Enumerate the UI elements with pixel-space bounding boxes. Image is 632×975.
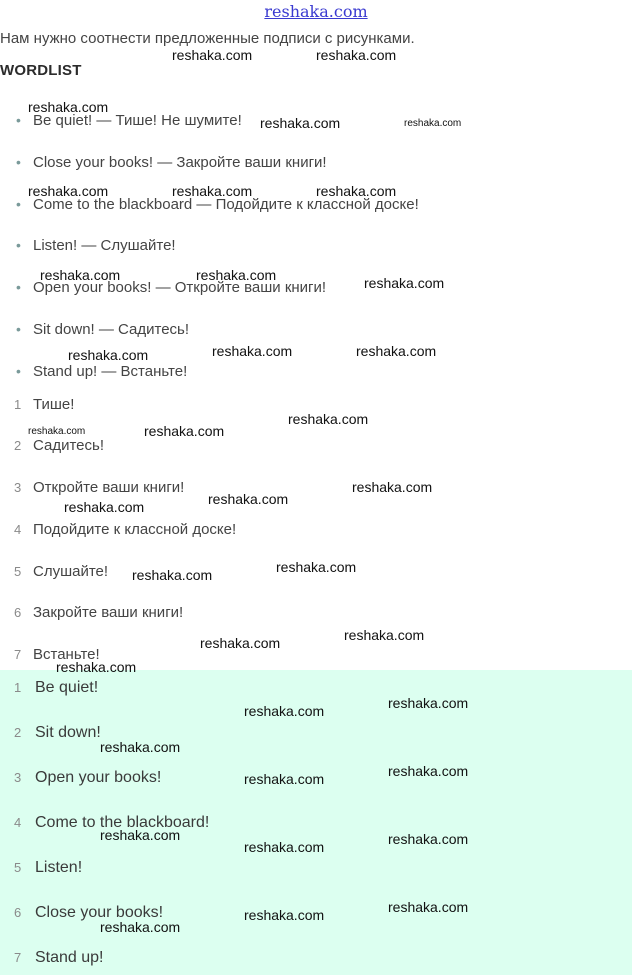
answer-number: 5 bbox=[14, 860, 22, 875]
list-item bbox=[14, 437, 104, 454]
bullet-icon: • bbox=[16, 154, 21, 170]
item-number: 4 bbox=[14, 522, 22, 537]
wordlist-item bbox=[16, 363, 187, 380]
item-text: Слушайте! bbox=[33, 563, 109, 580]
watermark: reshaka.com bbox=[172, 47, 253, 63]
bullet-icon: • bbox=[16, 321, 21, 337]
watermark: reshaka.com bbox=[64, 499, 145, 515]
watermark: reshaka.com bbox=[388, 763, 469, 779]
watermark: reshaka.com bbox=[388, 695, 469, 711]
watermark: reshaka.com bbox=[100, 827, 181, 843]
item-number: 7 bbox=[14, 647, 22, 662]
watermark: reshaka.com bbox=[28, 183, 109, 199]
answer-text: Listen! bbox=[35, 859, 83, 876]
watermark: reshaka.com bbox=[40, 267, 121, 283]
watermark: reshaka.com bbox=[28, 426, 86, 437]
watermark: reshaka.com bbox=[196, 267, 277, 283]
item-text: Подойдите к классной доске! bbox=[33, 521, 237, 538]
wordlist-item-text: Listen! — Слушайте! bbox=[33, 237, 176, 254]
watermark: reshaka.com bbox=[364, 275, 445, 291]
item-number: 3 bbox=[14, 480, 22, 495]
list-item bbox=[14, 563, 108, 580]
answer-text: Be quiet! bbox=[35, 679, 99, 696]
answer-text: Open your books! bbox=[35, 769, 162, 786]
watermark: reshaka.com bbox=[56, 659, 137, 675]
watermark: reshaka.com bbox=[208, 491, 289, 507]
wordlist-item-text: Sit down! — Садитесь! bbox=[33, 321, 190, 338]
watermark: reshaka.com bbox=[132, 567, 213, 583]
list-item bbox=[14, 396, 74, 413]
watermark: reshaka.com bbox=[100, 919, 181, 935]
bullet-icon: • bbox=[16, 279, 21, 295]
watermark: reshaka.com bbox=[212, 343, 293, 359]
list-item bbox=[14, 604, 183, 621]
watermark: reshaka.com bbox=[244, 839, 325, 855]
watermark: reshaka.com bbox=[404, 118, 462, 129]
watermark: reshaka.com bbox=[244, 907, 325, 923]
wordlist-heading: WORDLIST bbox=[0, 62, 82, 79]
bullet-icon: • bbox=[16, 237, 21, 253]
watermark: reshaka.com bbox=[260, 115, 341, 131]
item-number: 1 bbox=[14, 397, 22, 412]
watermark: reshaka.com bbox=[28, 99, 109, 115]
watermark: reshaka.com bbox=[244, 703, 325, 719]
wordlist-item bbox=[16, 237, 176, 254]
watermark: reshaka.com bbox=[356, 343, 437, 359]
wordlist-item-text: Close your books! — Закройте ваши книги! bbox=[33, 154, 327, 171]
answer-number: 3 bbox=[14, 770, 22, 785]
answer-number: 4 bbox=[14, 815, 22, 830]
watermark: reshaka.com bbox=[200, 635, 281, 651]
watermark: reshaka.com bbox=[68, 347, 149, 363]
answer-text: Close your books! bbox=[35, 904, 164, 921]
bullet-icon: • bbox=[16, 196, 21, 212]
watermark: reshaka.com bbox=[288, 411, 369, 427]
watermark: reshaka.com bbox=[144, 423, 225, 439]
answer-item bbox=[14, 724, 101, 742]
answer-number: 2 bbox=[14, 725, 22, 740]
answer-text: Stand up! bbox=[35, 949, 104, 966]
watermark: reshaka.com bbox=[316, 47, 397, 63]
wordlist-item-text: Come to the blackboard — Подойдите к классной доске! bbox=[33, 196, 419, 213]
item-text: Встаньте! bbox=[33, 646, 100, 663]
item-text: Тише! bbox=[33, 396, 75, 413]
site-link[interactable]: reshaka.com bbox=[264, 2, 368, 21]
watermark: reshaka.com bbox=[344, 627, 425, 643]
answer-text: Come to the blackboard! bbox=[35, 814, 210, 831]
answer-item bbox=[14, 679, 98, 697]
list-item bbox=[14, 521, 236, 538]
watermark: reshaka.com bbox=[172, 183, 253, 199]
watermark: reshaka.com bbox=[352, 479, 433, 495]
item-text: Садитесь! bbox=[33, 437, 105, 454]
answer-number: 1 bbox=[14, 680, 22, 695]
watermark: reshaka.com bbox=[276, 559, 357, 575]
watermark: reshaka.com bbox=[388, 899, 469, 915]
watermark: reshaka.com bbox=[244, 771, 325, 787]
watermark: reshaka.com bbox=[100, 739, 181, 755]
answer-text: Sit down! bbox=[35, 724, 101, 741]
answer-number: 7 bbox=[14, 950, 22, 965]
bullet-icon: • bbox=[16, 363, 21, 379]
item-number: 6 bbox=[14, 605, 22, 620]
wordlist-item-text: Open your books! — Откройте ваши книги! bbox=[33, 279, 327, 296]
wordlist-item bbox=[16, 154, 327, 171]
intro-text: Нам нужно соотнести предложенные подписи с рисунками. bbox=[0, 30, 415, 47]
list-item bbox=[14, 479, 184, 496]
answer-number: 6 bbox=[14, 905, 22, 920]
answer-item bbox=[14, 859, 82, 877]
item-number: 5 bbox=[14, 564, 22, 579]
item-number: 2 bbox=[14, 438, 22, 453]
watermark: reshaka.com bbox=[316, 183, 397, 199]
wordlist-item-text: Be quiet! — Тише! Не шумите! bbox=[33, 112, 242, 129]
item-text: Закройте ваши книги! bbox=[33, 604, 184, 621]
answer-item bbox=[14, 769, 161, 787]
bullet-icon: • bbox=[16, 112, 21, 128]
answer-item bbox=[14, 949, 104, 967]
wordlist-item-text: Stand up! — Встаньте! bbox=[33, 363, 188, 380]
wordlist-item bbox=[16, 321, 189, 338]
item-text: Откройте ваши книги! bbox=[33, 479, 185, 496]
watermark: reshaka.com bbox=[388, 831, 469, 847]
